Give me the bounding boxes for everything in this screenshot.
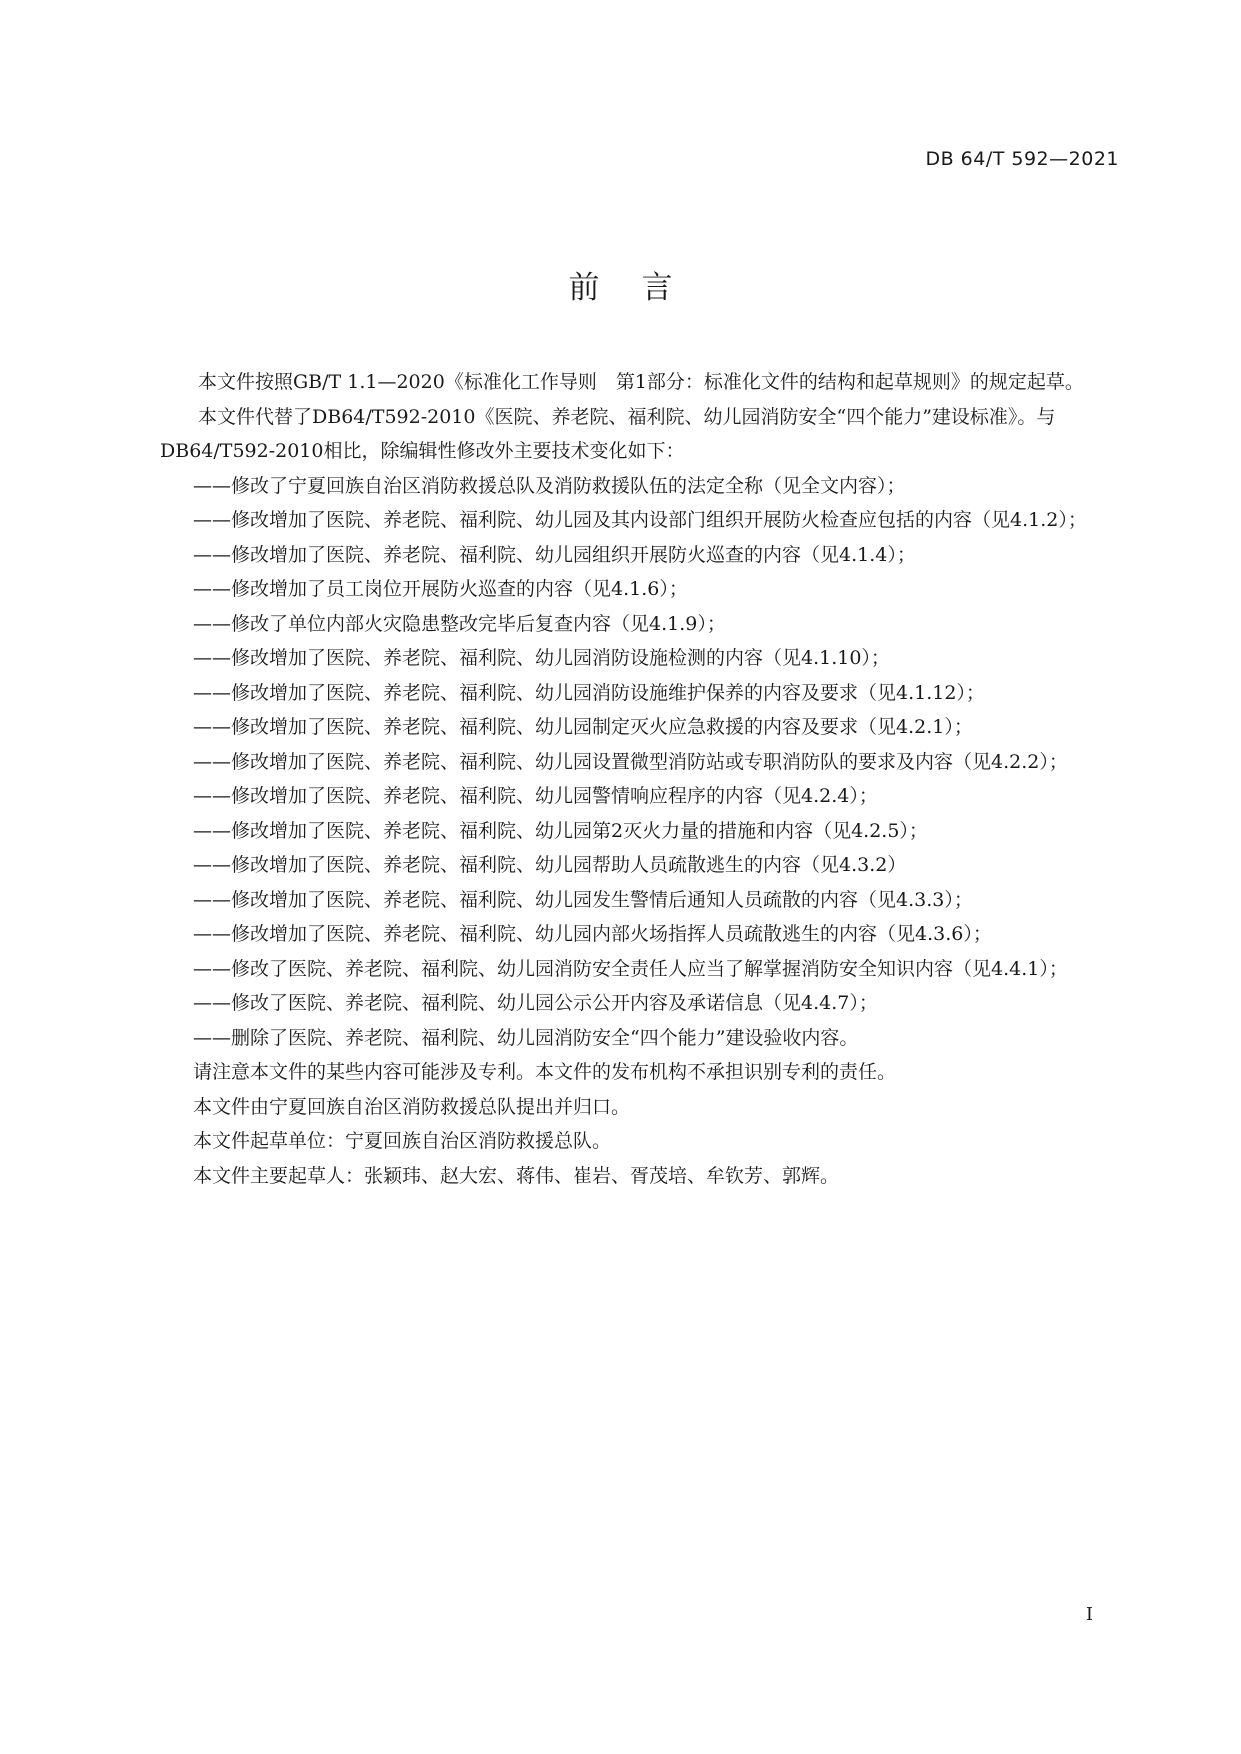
change-item: ——修改增加了医院、养老院、福利院、幼儿园制定灭火应急救援的内容及要求（见4.2.1）；	[193, 716, 973, 738]
proposer-statement: 本文件由宁夏回族自治区消防救援总队提出并归口。	[193, 1095, 631, 1118]
change-item: ——修改增加了医院、养老院、福利院、幼儿园帮助人员疏散逃生的内容（见4.3.2）	[193, 854, 907, 876]
page-title: 前言	[568, 270, 715, 306]
change-item: ——修改增加了医院、养老院、福利院、幼儿园发生警情后通知人员疏散的内容（见4.3.3）；	[193, 888, 973, 911]
change-item: ——修改增加了医院、养老院、福利院、幼儿园及其内设部门组织开展防火检查应包括的内容（见4.1.2）；	[193, 509, 1087, 531]
change-item: ——修改增加了医院、养老院、福利院、幼儿园警情响应程序的内容（见4.2.4）；	[193, 785, 878, 807]
change-item: ——修改增加了医院、养老院、福利院、幼儿园消防设施维护保养的内容及要求（见4.1.12）；	[193, 681, 985, 704]
change-item: ——修改了宁夏回族自治区消防救援总队及消防救援队伍的法定全称（见全文内容）；	[193, 474, 906, 497]
change-item: ——修改了单位内部火灾隐患整改完毕后复查内容（见4.1.9）；	[193, 612, 726, 635]
change-item: ——修改增加了医院、养老院、福利院、幼儿园消防设施检测的内容（见4.1.10）；	[193, 647, 890, 669]
page-number: I	[1085, 1604, 1093, 1625]
change-item: ——修改增加了医院、养老院、福利院、幼儿园设置微型消防站或专职消防队的要求及内容（见4.2.2）；	[193, 750, 1068, 773]
changes-list	[160, 469, 1120, 1056]
closing-statements	[160, 1055, 1120, 1193]
intro-paragraph-2: 本文件代替了DB64/T592-2010《医院、养老院、福利院、幼儿园消防安全“四个能力”建设标准》。与DB64/T592-2010相比，除编辑性修改外主要技术变化如下：	[160, 405, 1056, 462]
foreword-body	[160, 365, 1120, 1193]
change-item: ——修改增加了员工岗位开展防火巡查的内容（见4.1.6）；	[193, 578, 688, 600]
change-item: ——修改增加了医院、养老院、福利院、幼儿园第2灭火力量的措施和内容（见4.2.5）；	[193, 819, 928, 842]
drafting-unit: 本文件起草单位：宁夏回族自治区消防救援总队。	[193, 1130, 612, 1152]
drafters: 本文件主要起草人：张颖玮、赵大宏、蒋伟、崔岩、胥茂培、牟钦芳、郭辉。	[193, 1164, 840, 1187]
change-item: ——修改增加了医院、养老院、福利院、幼儿园内部火场指挥人员疏散逃生的内容（见4.3.6）；	[193, 923, 992, 945]
intro-paragraph-1: 本文件按照GB/T 1.1—2020《标准化工作导则 第1部分：标准化文件的结构和起草规则》的规定起草。	[198, 371, 1084, 393]
change-item: ——修改了医院、养老院、福利院、幼儿园公示公开内容及承诺信息（见4.4.7）；	[193, 992, 878, 1014]
change-item: ——删除了医院、养老院、福利院、幼儿园消防安全“四个能力”建设验收内容。	[193, 1026, 859, 1049]
document-number: DB 64/T 592—2021	[925, 148, 1119, 170]
change-item: ——修改增加了医院、养老院、福利院、幼儿园组织开展防火巡查的内容（见4.1.4）；	[193, 543, 916, 566]
patent-notice: 请注意本文件的某些内容可能涉及专利。本文件的发布机构不承担识别专利的责任。	[193, 1061, 897, 1083]
change-item: ——修改了医院、养老院、福利院、幼儿园消防安全责任人应当了解掌握消防安全知识内容（见4.4.1）；	[193, 957, 1068, 980]
